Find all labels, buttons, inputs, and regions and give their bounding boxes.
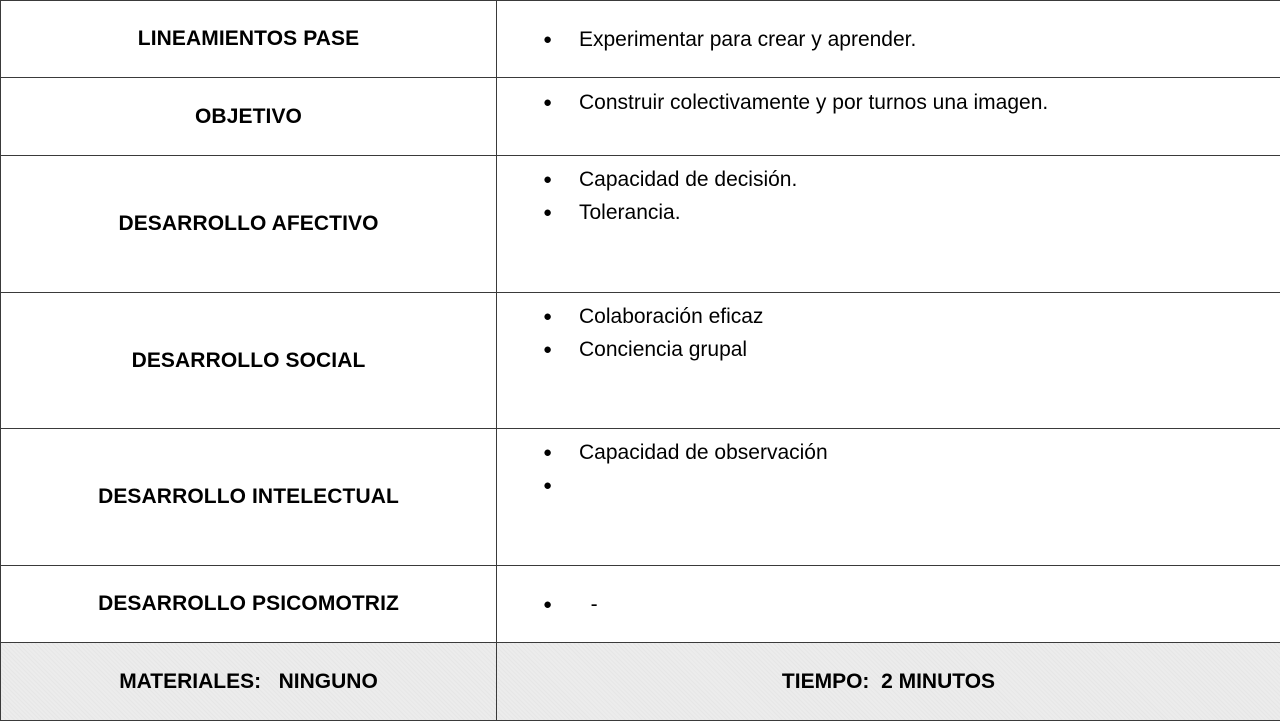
list-item-text: -	[579, 593, 598, 616]
bullet-icon: ●	[543, 469, 552, 502]
list-item	[497, 196, 1280, 229]
bullet-icon: ●	[543, 436, 552, 469]
row-content-intelectual	[497, 429, 1280, 566]
row-label-afectivo: DESARROLLO AFECTIVO	[1, 156, 497, 293]
bullet-list	[497, 436, 1280, 502]
bullet-list	[497, 163, 1280, 229]
row-content-social	[497, 293, 1280, 429]
table-row-afectivo	[1, 156, 1280, 293]
row-label-social: DESARROLLO SOCIAL	[1, 293, 497, 429]
table-row-lineamientos	[1, 1, 1280, 78]
bullet-icon: ●	[543, 23, 552, 56]
table-row-intelectual	[1, 429, 1280, 566]
list-item-text: Colaboración eficaz	[579, 305, 763, 328]
materials-label: MATERIALES: NINGUNO	[1, 643, 497, 721]
list-item-text: Capacidad de observación	[579, 441, 828, 464]
list-item-text: Tolerancia.	[579, 201, 681, 224]
table-row-social	[1, 293, 1280, 429]
list-item	[497, 23, 1280, 56]
bullet-list	[497, 300, 1280, 366]
row-label-psicomotriz: DESARROLLO PSICOMOTRIZ	[1, 566, 497, 643]
time-label: TIEMPO: 2 MINUTOS	[497, 643, 1280, 721]
table-row-footer	[1, 643, 1280, 721]
table-row-psicomotriz	[1, 566, 1280, 643]
list-item	[497, 436, 1280, 469]
list-item	[497, 86, 1280, 119]
row-label-intelectual: DESARROLLO INTELECTUAL	[1, 429, 497, 566]
bullet-list	[497, 23, 1280, 56]
list-item	[497, 300, 1280, 333]
bullet-list	[497, 86, 1280, 119]
list-item-text: Capacidad de decisión.	[579, 168, 797, 191]
list-item-text: Construir colectivamente y por turnos una imagen.	[579, 91, 1048, 114]
row-label-objetivo: OBJETIVO	[1, 78, 497, 156]
bullet-icon: ●	[543, 588, 552, 621]
table-row-objetivo	[1, 78, 1280, 156]
row-content-psicomotriz	[497, 566, 1280, 643]
bullet-icon: ●	[543, 300, 552, 333]
list-item	[497, 588, 1280, 621]
bullet-list	[497, 588, 1280, 621]
row-content-objetivo	[497, 78, 1280, 156]
bullet-icon: ●	[543, 333, 552, 366]
list-item-text: Conciencia grupal	[579, 338, 747, 361]
list-item	[497, 333, 1280, 366]
list-item	[497, 163, 1280, 196]
row-label-lineamientos: LINEAMIENTOS PASE	[1, 1, 497, 78]
row-content-afectivo	[497, 156, 1280, 293]
list-item	[497, 469, 1280, 502]
list-item-text: Experimentar para crear y aprender.	[579, 28, 916, 51]
row-content-lineamientos	[497, 1, 1280, 78]
bullet-icon: ●	[543, 163, 552, 196]
bullet-icon: ●	[543, 86, 552, 119]
bullet-icon: ●	[543, 196, 552, 229]
